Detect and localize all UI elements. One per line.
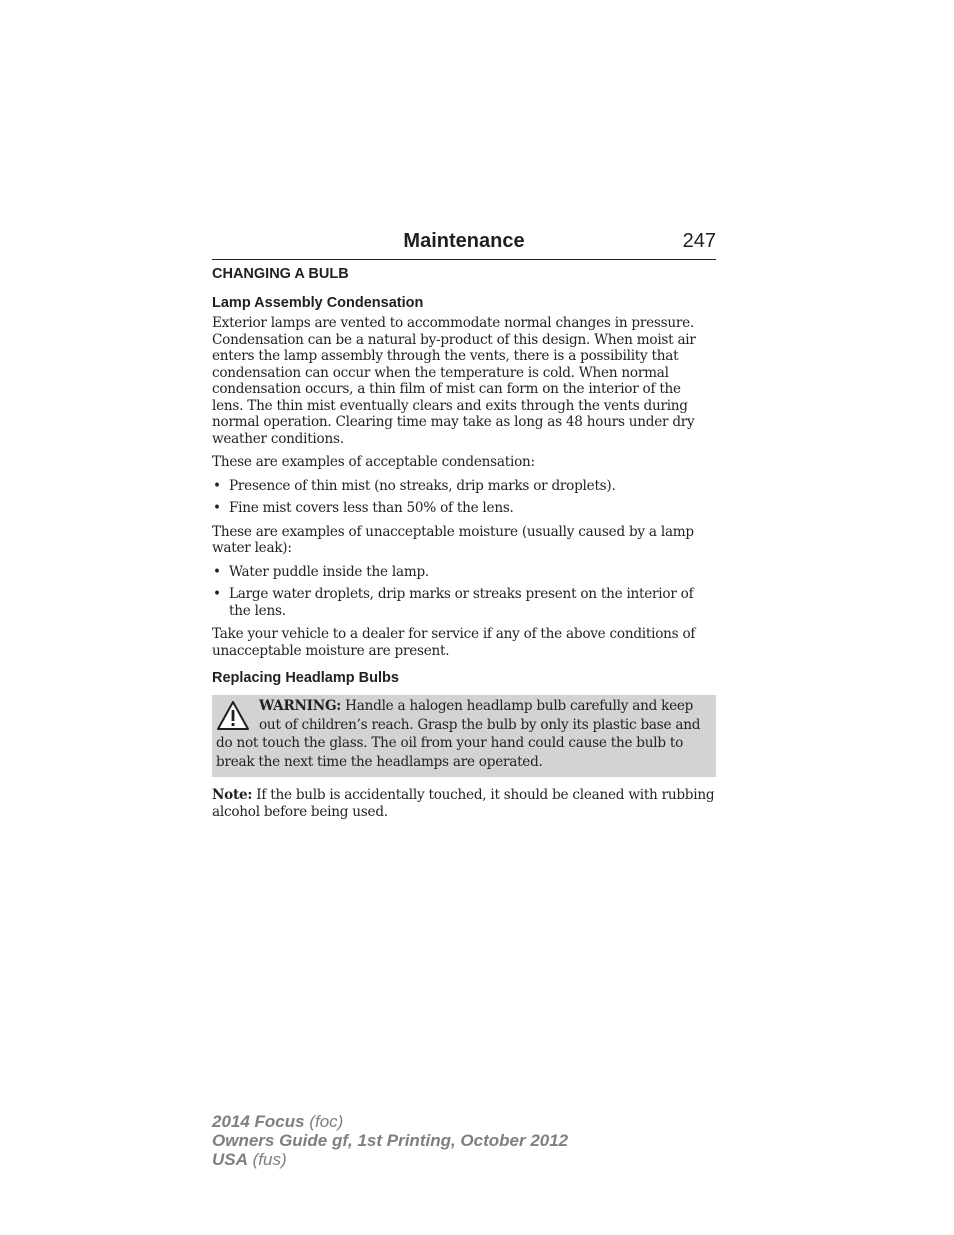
footer-guide: Owners Guide gf, 1st Printing, October 2012	[212, 1131, 569, 1150]
warning-triangle-icon	[216, 700, 250, 732]
list-item: • Water puddle inside the lamp.	[213, 563, 429, 580]
bullet: •	[213, 477, 221, 494]
warning-box	[212, 695, 716, 777]
bullet: •	[213, 500, 221, 516]
page-title: Maintenance	[403, 230, 525, 252]
footer-model: 2014 Focus (foc)	[212, 1112, 344, 1131]
footer-region: USA (fus)	[212, 1150, 287, 1169]
acceptable-intro: These are examples of acceptable condensation:	[212, 454, 535, 470]
bullet: •	[213, 586, 221, 602]
page-content	[212, 266, 716, 827]
dealer-note: Take your vehicle to a dealer for service if any of the above conditions of unacceptable moisture are present.	[212, 626, 696, 659]
warning-text: Handle a halogen headlamp bulb carefully and keep out of children’s reach. Grasp the bulb by only its plastic base and do not touch the glass. The oil from your hand could cause the bulb to break the next time the headlamps are operated.	[216, 698, 701, 770]
list-item: • Fine mist covers less than 50% of the lens.	[213, 500, 514, 516]
note-text: If the bulb is accidentally touched, it should be cleaned with rubbing alcohol before being used.	[212, 787, 715, 820]
section-heading: CHANGING A BULB	[212, 266, 349, 282]
page-header	[212, 228, 716, 260]
unacceptable-intro: These are examples of unacceptable moisture (usually caused by a lamp water leak):	[212, 523, 694, 556]
condensation-heading: Lamp Assembly Condensation	[212, 295, 424, 311]
note	[212, 787, 716, 820]
bullet: •	[213, 563, 221, 580]
warning-label: WARNING:	[259, 698, 342, 714]
list-item: • Large water droplets, drip marks or streaks present on the interior of the lens.	[213, 586, 694, 619]
acceptable-list	[212, 478, 716, 517]
list-item: • Presence of thin mist (no streaks, drip marks or droplets).	[213, 477, 616, 494]
page-number: 247	[682, 230, 716, 252]
headlamp-heading: Replacing Headlamp Bulbs	[212, 670, 399, 686]
condensation-intro: Exterior lamps are vented to accommodate normal changes in pressure. Condensation can be a natural by-product of this design. When moist air enters the lamp assembly through the vents, there is a possibility that condensation can occur when the temperature is cold. When normal condensation occurs, a thin film of mist can form on the interior of the lens. The thin mist eventually clears and exits through the vents during normal operation. Clearing time may take as long as 48 hours under dry weather conditions.	[212, 315, 696, 447]
unacceptable-list	[212, 564, 716, 620]
page-footer	[212, 1112, 568, 1169]
note-label: Note:	[212, 787, 253, 803]
